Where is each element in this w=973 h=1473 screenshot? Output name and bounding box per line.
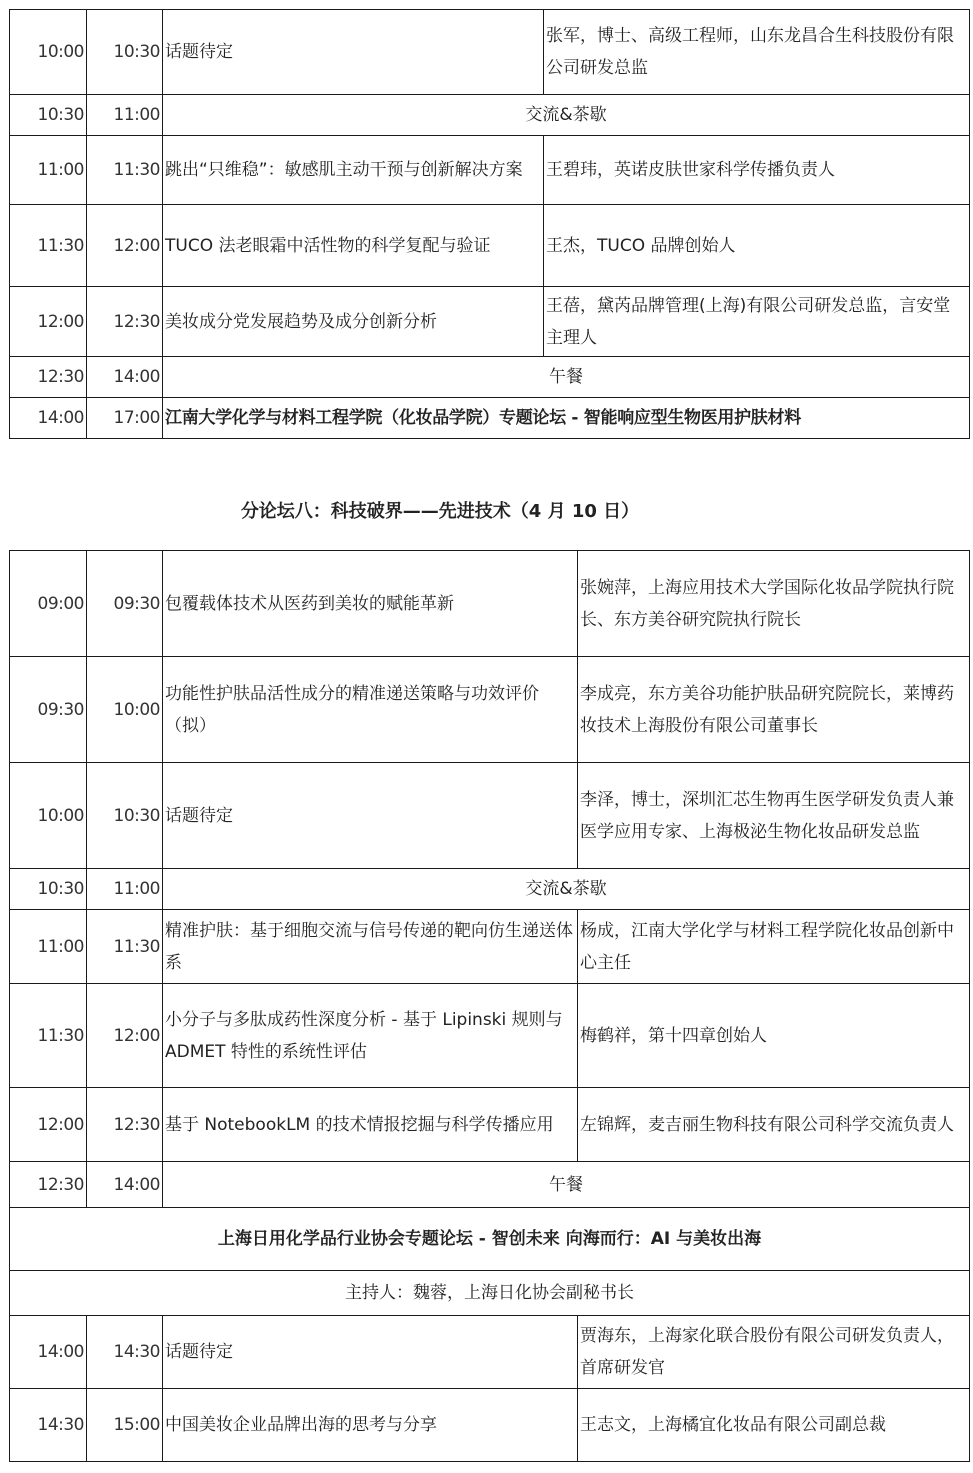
topic: 话题待定 <box>163 1316 578 1389</box>
topic: 中国美妆企业品牌出海的思考与分享 <box>163 1389 578 1462</box>
speaker: 左锦辉，麦吉丽生物科技有限公司科学交流负责人 <box>578 1088 970 1162</box>
start-time: 11:30 <box>10 205 87 287</box>
start-time: 14:00 <box>10 398 87 439</box>
start-time: 11:00 <box>10 136 87 205</box>
schedule-table-2 <box>9 550 970 1462</box>
table-row <box>10 95 970 136</box>
break-label: 交流&茶歇 <box>163 869 970 910</box>
start-time: 12:30 <box>10 357 87 398</box>
speaker: 张婉萍，上海应用技术大学国际化妆品学院执行院长、东方美谷研究院执行院长 <box>578 551 970 657</box>
lunch-label: 午餐 <box>163 1162 970 1208</box>
start-time: 12:00 <box>10 287 87 357</box>
start-time: 12:00 <box>10 1088 87 1162</box>
end-time: 09:30 <box>87 551 163 657</box>
speaker: 王蓓，黛芮品牌管理(上海)有限公司研发总监，言安堂主理人 <box>544 287 970 357</box>
start-time: 09:00 <box>10 551 87 657</box>
start-time: 14:00 <box>10 1316 87 1389</box>
topic: 小分子与多肽成药性深度分析 - 基于 Lipinski 规则与 ADMET 特性的系统性评估 <box>163 984 578 1088</box>
table-row <box>10 869 970 910</box>
start-time: 11:00 <box>10 910 87 984</box>
forum-session-title: 江南大学化学与材料工程学院（化妆品学院）专题论坛 - 智能响应型生物医用护肤材料 <box>163 398 970 439</box>
schedule-table-1 <box>9 9 970 439</box>
end-time: 17:00 <box>87 398 163 439</box>
topic: 美妆成分党发展趋势及成分创新分析 <box>163 287 544 357</box>
end-time: 11:30 <box>87 910 163 984</box>
table-row <box>10 1271 970 1316</box>
end-time: 11:00 <box>87 869 163 910</box>
start-time: 10:30 <box>10 869 87 910</box>
table-row <box>10 1162 970 1208</box>
table-row <box>10 136 970 205</box>
end-time: 10:00 <box>87 657 163 763</box>
start-time: 14:30 <box>10 1389 87 1462</box>
start-time: 10:30 <box>10 95 87 136</box>
host-info: 主持人：魏蓉，上海日化协会副秘书长 <box>10 1271 970 1316</box>
speaker: 王志文，上海橘宜化妆品有限公司副总裁 <box>578 1389 970 1462</box>
break-label: 交流&茶歇 <box>163 95 970 136</box>
table-row <box>10 1088 970 1162</box>
start-time: 09:30 <box>10 657 87 763</box>
table-row <box>10 205 970 287</box>
end-time: 14:00 <box>87 357 163 398</box>
topic: 基于 NotebookLM 的技术情报挖掘与科学传播应用 <box>163 1088 578 1162</box>
end-time: 12:00 <box>87 205 163 287</box>
table-row <box>10 357 970 398</box>
topic: TUCO 法老眼霜中活性物的科学复配与验证 <box>163 205 544 287</box>
end-time: 14:00 <box>87 1162 163 1208</box>
end-time: 11:00 <box>87 95 163 136</box>
start-time: 12:30 <box>10 1162 87 1208</box>
section-title: 分论坛八：科技破界——先进技术（4 月 10 日） <box>240 501 640 522</box>
table-row <box>10 657 970 763</box>
speaker: 王碧玮，英诺皮肤世家科学传播负责人 <box>544 136 970 205</box>
end-time: 12:30 <box>87 1088 163 1162</box>
table-row <box>10 1316 970 1389</box>
table-row <box>10 10 970 95</box>
end-time: 10:30 <box>87 763 163 869</box>
table-row <box>10 551 970 657</box>
start-time: 10:00 <box>10 763 87 869</box>
table-row <box>10 984 970 1088</box>
table-row <box>10 398 970 439</box>
speaker: 王杰，TUCO 品牌创始人 <box>544 205 970 287</box>
topic: 精准护肤：基于细胞交流与信号传递的靶向仿生递送体系 <box>163 910 578 984</box>
end-time: 10:30 <box>87 10 163 95</box>
speaker: 张军，博士、高级工程师，山东龙昌合生科技股份有限公司研发总监 <box>544 10 970 95</box>
end-time: 11:30 <box>87 136 163 205</box>
speaker: 贾海东，上海家化联合股份有限公司研发负责人，首席研发官 <box>578 1316 970 1389</box>
speaker: 杨成，江南大学化学与材料工程学院化妆品创新中心主任 <box>578 910 970 984</box>
topic: 话题待定 <box>163 763 578 869</box>
table-row <box>10 1208 970 1271</box>
speaker: 李泽，博士，深圳汇芯生物再生医学研发负责人兼医学应用专家、上海极泌生物化妆品研发总监 <box>578 763 970 869</box>
start-time: 11:30 <box>10 984 87 1088</box>
end-time: 14:30 <box>87 1316 163 1389</box>
end-time: 15:00 <box>87 1389 163 1462</box>
end-time: 12:30 <box>87 287 163 357</box>
end-time: 12:00 <box>87 984 163 1088</box>
table-row <box>10 1389 970 1462</box>
lunch-label: 午餐 <box>163 357 970 398</box>
topic: 话题待定 <box>163 10 544 95</box>
table-row <box>10 287 970 357</box>
forum-title: 上海日用化学品行业协会专题论坛 - 智创未来 向海而行：AI 与美妆出海 <box>10 1208 970 1271</box>
topic: 包覆载体技术从医药到美妆的赋能革新 <box>163 551 578 657</box>
table-row <box>10 910 970 984</box>
topic: 跳出“只维稳”：敏感肌主动干预与创新解决方案 <box>163 136 544 205</box>
speaker: 梅鹤祥，第十四章创始人 <box>578 984 970 1088</box>
start-time: 10:00 <box>10 10 87 95</box>
topic: 功能性护肤品活性成分的精准递送策略与功效评价（拟） <box>163 657 578 763</box>
table-row <box>10 763 970 869</box>
speaker: 李成亮，东方美谷功能护肤品研究院院长，莱博药妆技术上海股份有限公司董事长 <box>578 657 970 763</box>
